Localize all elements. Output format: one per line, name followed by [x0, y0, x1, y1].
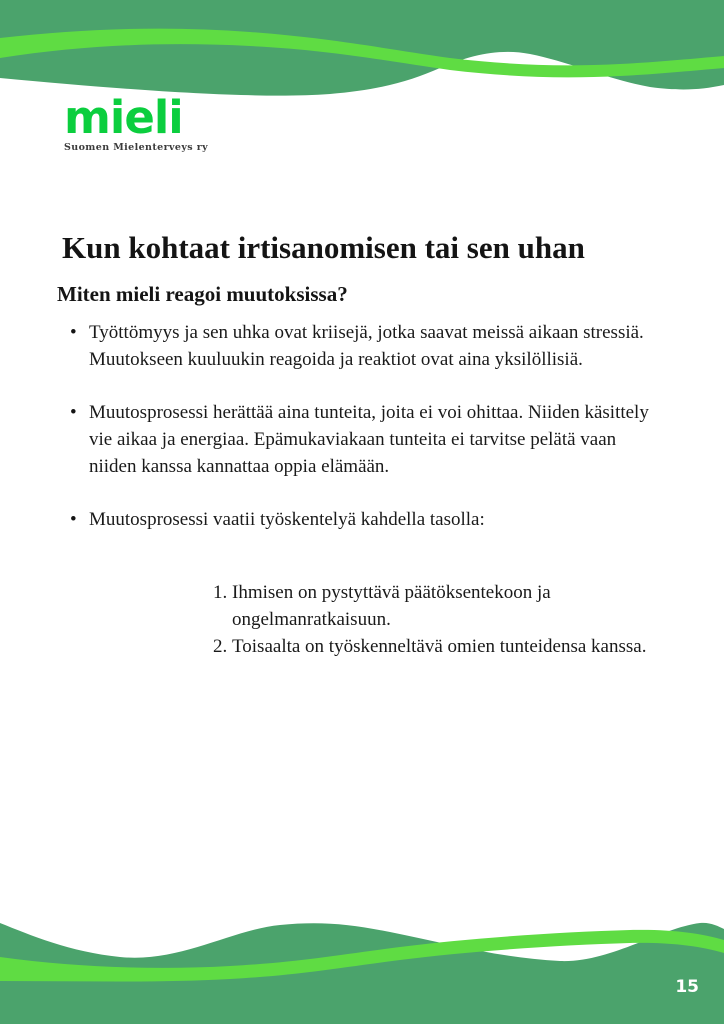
- footer-wave-graphic: [0, 890, 724, 1024]
- numbered-item-marker: 2.: [213, 636, 228, 657]
- bullet-list: [68, 319, 668, 559]
- logo-tagline: Suomen Mielenterveys ry: [64, 142, 209, 153]
- bullet-item: • Muutosprosessi herättää aina tunteita, joita ei voi ohittaa. Niiden käsittely vie aikaa ja energiaa. Epämukaviakaan tunteita ei tarvitse pelätä vaan niiden kanssa kannattaa oppia elämään.: [68, 399, 668, 480]
- numbered-list: [213, 579, 665, 660]
- logo-wordmark: mieli: [64, 91, 183, 144]
- bullet-item: • Työttömyys ja sen uhka ovat kriisejä, jotka saavat meissä aikaan stressiä. Muutokseen kuuluukin reagoida ja reaktiot ovat aina yksilöllisiä.: [68, 319, 668, 373]
- mieli-logo: [64, 91, 209, 153]
- page-title: Kun kohtaat irtisanomisen tai sen uhan: [62, 229, 585, 265]
- numbered-item: [213, 633, 665, 660]
- numbered-item: [213, 579, 665, 633]
- section-subtitle: Miten mieli reagoi muutoksissa?: [57, 282, 348, 307]
- numbered-item-marker: 1.: [213, 582, 228, 603]
- page-number: 15: [675, 977, 699, 997]
- bullet-item: • Muutosprosessi vaatii työskentelyä kahdella tasolla:: [68, 506, 668, 533]
- numbered-item-text: Toisaalta on työskenneltävä omien tunteidensa kanssa.: [232, 636, 647, 657]
- numbered-item-text: Ihmisen on pystyttävä päätöksentekoon ja ongelmanratkaisuun.: [232, 582, 551, 630]
